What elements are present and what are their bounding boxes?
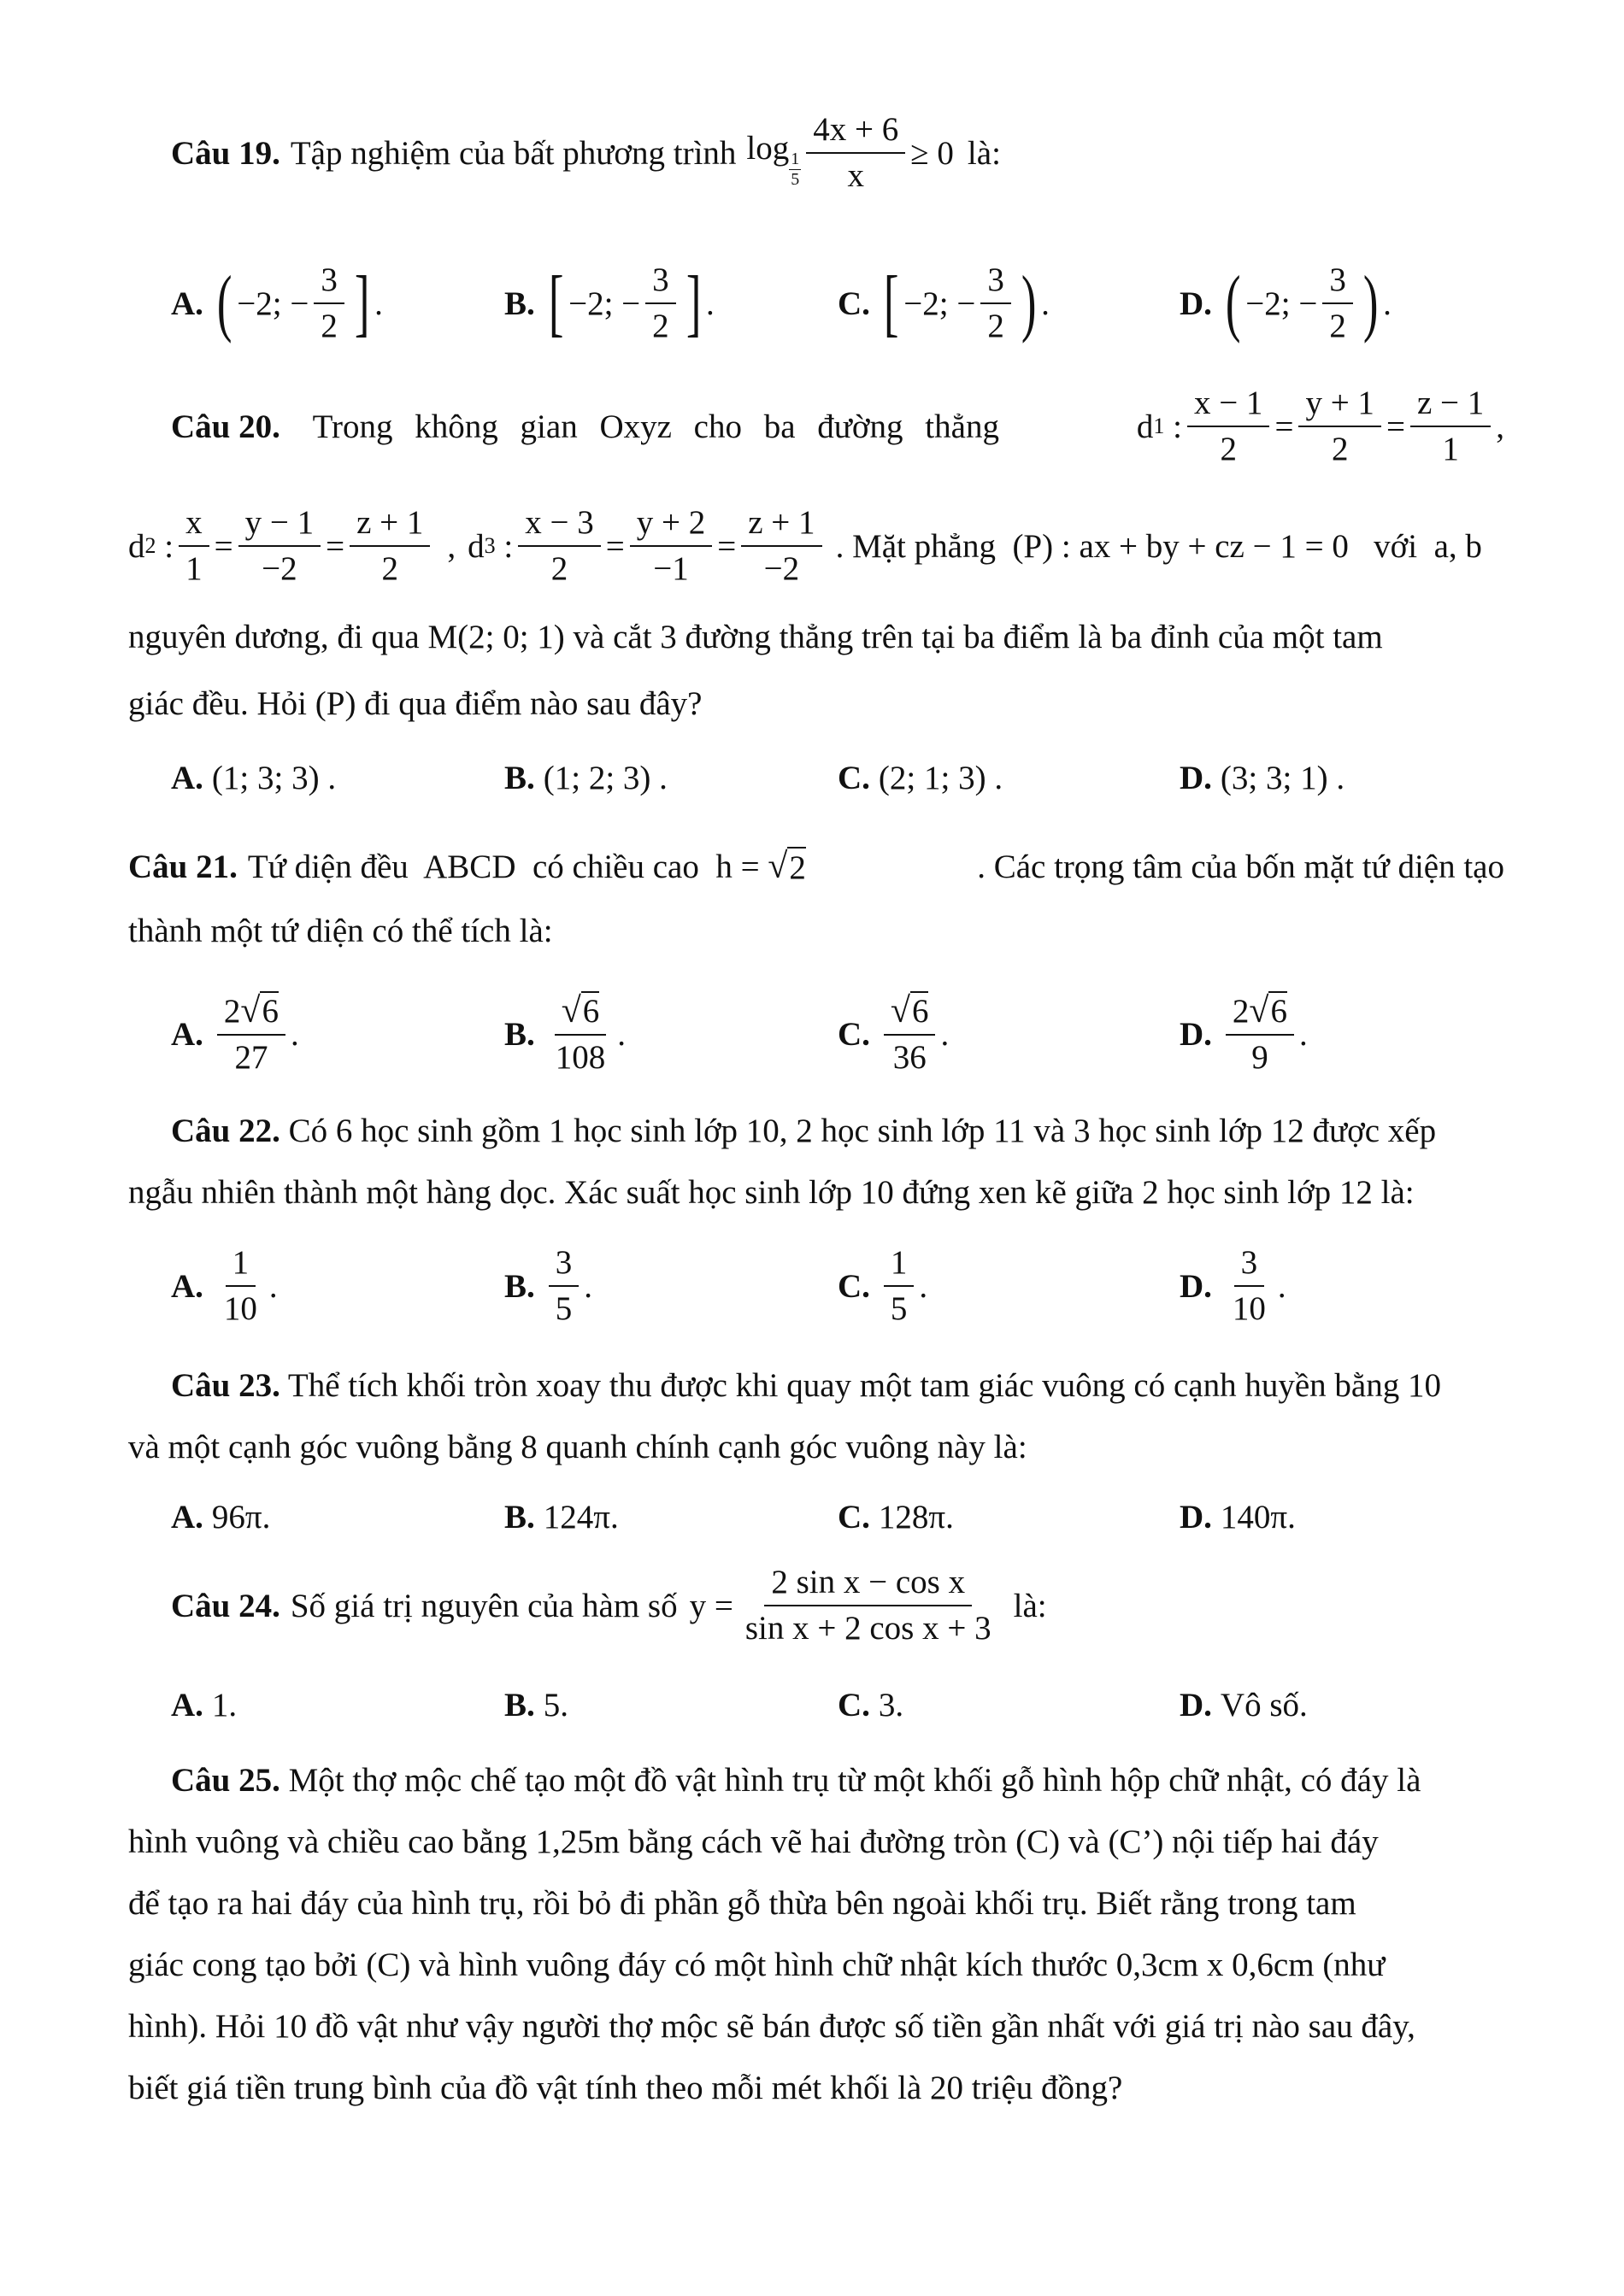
question-25-line-1: Câu 25. Một thợ mộc chế tạo một đồ vật hình trụ từ một khối gỗ hình hộp chữ nhật, có đáy là	[171, 1762, 1421, 1799]
question-label: Câu 20.	[171, 408, 280, 445]
option-d[interactable]: D. Vô số.	[1180, 1686, 1308, 1723]
question-label: Câu 24.	[171, 1587, 280, 1624]
question-label: Câu 23.	[171, 1367, 280, 1404]
line-d3: d 3 : $\frac{x - 3}{2}$ = $\frac{y + 2}{-1}$ = $\frac{z + 1}{-2}$	[468, 504, 827, 588]
option-d[interactable]: D. $\frac{3}{10}$ .	[1180, 1244, 1286, 1327]
question-22-line-2: ngẫu nhiên thành một hàng dọc. Xác suất học sinh lớp 10 đứng xen kẽ giữa 2 học sinh lớp 12 là:	[128, 1174, 1415, 1211]
question-20-line-4: giác đều. Hỏi (P) đi qua điểm nào sau đây?	[128, 685, 703, 722]
question-label: Câu 19.	[171, 134, 280, 172]
options-20	[171, 735, 1504, 820]
option-a[interactable]: A. ( −2; − $\frac{3}{2}$ ] .	[171, 261, 383, 344]
options-21	[171, 983, 1504, 1085]
question-label: Câu 25.	[171, 1762, 280, 1799]
question-23-line-1: Câu 23. Thể tích khối tròn xoay thu được khi quay một tam giác vuông có cạnh huyền bằng 10	[171, 1367, 1441, 1404]
sqrt-symbol: √	[768, 847, 788, 886]
log-expression: log 1 5	[746, 129, 800, 189]
question-20-line-2: d 2 : $\frac{x}{1}$ = $\frac{y - 1}{-2}$ = $\frac{z + 1}{2}$ , d 3 : $\frac{x - 3}{2}$ = $\frac{y + 2}{-1}$ = $\frac{z + 1}{-2}$ . Mặt phẳng (P) : ax + by + cz − 1 = 0 với a, b	[128, 504, 1482, 587]
option-d[interactable]: D. (3; 3; 1) .	[1180, 759, 1345, 796]
question-24: Câu 24. Số giá trị nguyên của hàm số y = $\frac{\text{2 sin x − cos x}}{\text{sin x + 2 cos x + 3}}$ là:	[171, 1564, 1047, 1647]
option-d[interactable]: D. ( −2; − $\frac{3}{2}$ ) .	[1180, 261, 1392, 344]
question-25-line-2: hình vuông và chiều cao bằng 1,25m bằng cách vẽ hai đường tròn (C) và (C’) nội tiếp hai đáy	[128, 1823, 1379, 1860]
question-23-line-2: và một cạnh góc vuông bằng 8 quanh chính cạnh góc vuông này là:	[128, 1429, 1027, 1465]
option-d[interactable]: D. 140π.	[1180, 1498, 1296, 1536]
option-b[interactable]: B. 124π.	[504, 1498, 619, 1536]
question-25-line-5: hình). Hỏi 10 đồ vật như vậy người thợ mộc sẽ bán được số tiền gần nhất với giá trị nào sau đây,	[128, 2008, 1415, 2045]
option-b[interactable]: B. $\frac{3}{5}$ .	[504, 1244, 593, 1327]
option-c[interactable]: C. (2; 1; 3) .	[838, 759, 1003, 796]
option-b[interactable]: B. $\frac{√6}{108}$ .	[504, 990, 627, 1076]
line-d1: d 1 : $\frac{x - 1}{2}$ = $\frac{y + 1}{2}$ = $\frac{z - 1}{1}$ ,	[1136, 385, 1504, 467]
question-text: Tập nghiệm của bất phương trình	[290, 134, 737, 172]
question-label: Câu 21.	[128, 848, 238, 885]
question-25-line-6: biết giá tiền trung bình của đồ vật tính theo mỗi mét khối là 20 triệu đồng?	[128, 2070, 1123, 2106]
option-c[interactable]: C. $\frac{√6}{36}$ .	[838, 990, 950, 1076]
question-21-line-2: thành một tứ diện có thể tích là:	[128, 913, 553, 949]
options-24	[171, 1666, 1504, 1743]
options-23	[171, 1478, 1504, 1555]
option-c[interactable]: C. $\frac{1}{5}$ .	[838, 1244, 928, 1327]
question-25-line-3: để tạo ra hai đáy của hình trụ, rồi bỏ đi phần gỗ thừa bên ngoài khối trụ. Biết rằng trong tam	[128, 1885, 1356, 1922]
options-19	[171, 256, 1504, 350]
log-base: 1 5	[791, 149, 800, 189]
option-c[interactable]: C. [ −2; − $\frac{3}{2}$ ) .	[838, 261, 1050, 344]
option-b[interactable]: B. [ −2; − $\frac{3}{2}$ ] .	[504, 261, 715, 344]
option-a[interactable]: A. (1; 3; 3) .	[171, 759, 337, 796]
question-20-line-3: nguyên dương, đi qua M(2; 0; 1) và cắt 3 đường thẳng trên tại ba điểm là ba đỉnh của một tam	[128, 619, 1383, 655]
option-a[interactable]: A. 1.	[171, 1686, 238, 1723]
line-d2: d 2 : $\frac{x}{1}$ = $\frac{y - 1}{-2}$ = $\frac{z + 1}{2}$	[128, 504, 435, 588]
option-a[interactable]: A. $\frac{2√6}{27}$ .	[171, 990, 299, 1076]
option-b[interactable]: B. 5.	[504, 1686, 569, 1723]
option-a[interactable]: A. $\frac{1}{10}$ .	[171, 1244, 278, 1327]
fraction: $\frac{\text{2 sin x − cos x}}{\text{sin x + 2 cos x + 3}}$	[744, 1564, 991, 1647]
fraction: $\frac{4x + 6}{x}$	[806, 111, 905, 195]
question-20-line-1: Câu 20. Trong không gian Oxyz cho ba đường thẳng d 1 : $\frac{x - 1}{2}$ = $\frac{y + 1}{2}$ = $\frac{z - 1}{1}$ ,	[171, 385, 1504, 467]
option-d[interactable]: D. $\frac{2√6}{9}$ .	[1180, 990, 1308, 1076]
options-22	[171, 1239, 1504, 1333]
question-19: Câu 19. Tập nghiệm của bất phương trình log 1 5 $\frac{4x + 6}{x}$ ≥ 0 là:	[171, 111, 1001, 194]
question-25-line-4: giác cong tạo bởi (C) và hình vuông đáy có một hình chữ nhật kích thước 0,3cm x 0,6cm (như	[128, 1947, 1386, 1983]
option-c[interactable]: C. 3.	[838, 1686, 904, 1723]
option-a[interactable]: A. 96π.	[171, 1498, 271, 1536]
question-label: Câu 22.	[171, 1113, 280, 1149]
option-c[interactable]: C. 128π.	[838, 1498, 954, 1536]
question-21-line-1: Câu 21. Tứ diện đều ABCD có chiều cao h = √ 2 . Các trọng tâm của bốn mặt tứ diện tạo	[128, 847, 1504, 886]
option-b[interactable]: B. (1; 2; 3) .	[504, 759, 668, 796]
question-22-line-1: Câu 22. Có 6 học sinh gồm 1 học sinh lớp 10, 2 học sinh lớp 11 và 3 học sinh lớp 12 được xếp	[171, 1113, 1437, 1149]
